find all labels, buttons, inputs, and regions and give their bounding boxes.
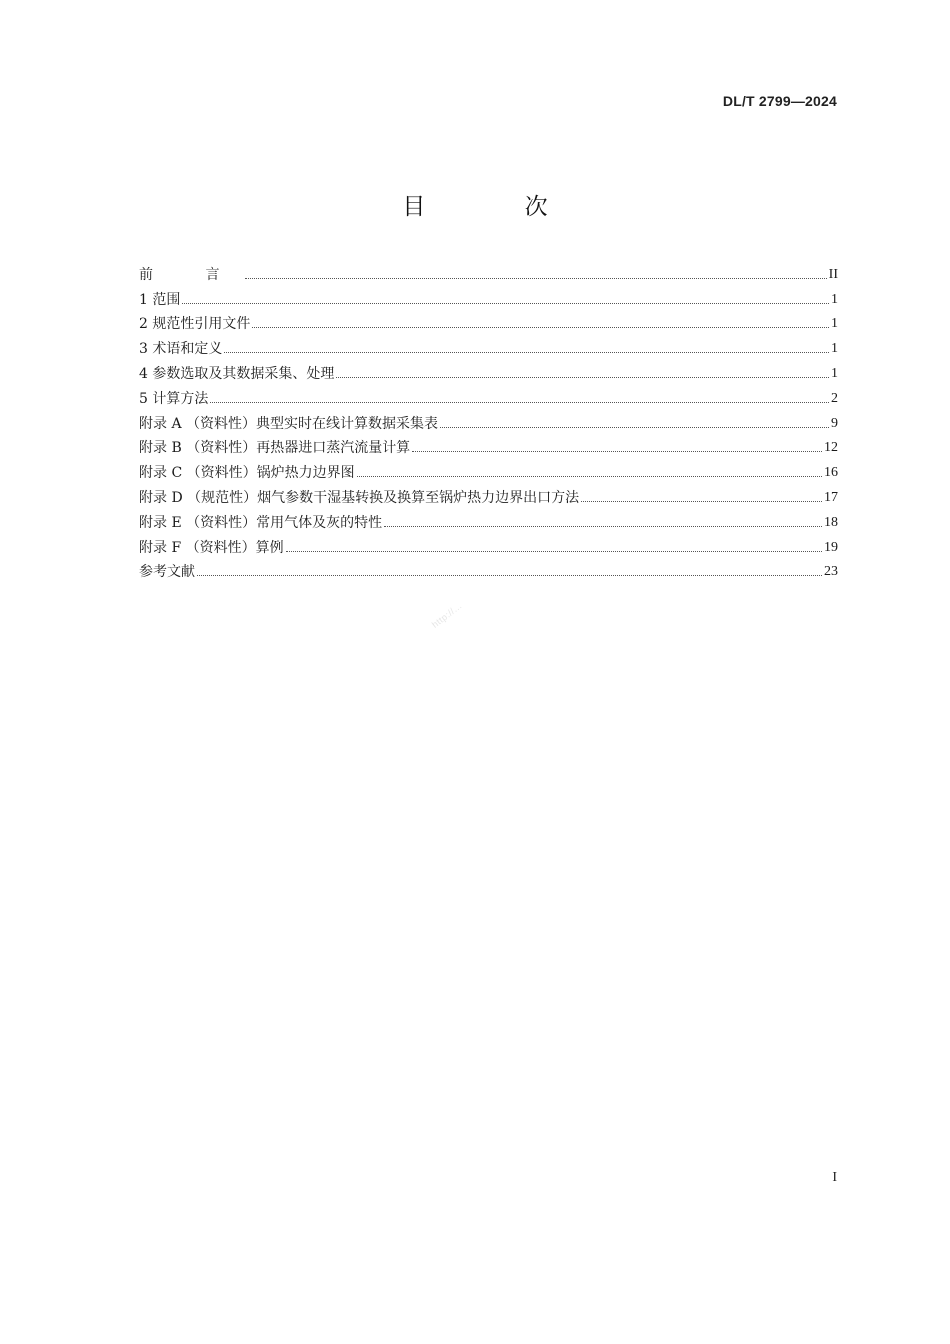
toc-entry-label: 附录 C （资料性）锅炉热力边界图 — [139, 465, 355, 482]
toc-leader-dots — [197, 575, 822, 576]
toc-entry-calculation[interactable] — [139, 382, 838, 407]
toc-leader-dots — [224, 352, 829, 353]
toc-entry-page: 18 — [824, 514, 838, 530]
toc-leader-dots — [286, 551, 822, 552]
toc-entry-page: 1 — [831, 365, 838, 381]
toc-entry-page: 17 — [824, 489, 838, 505]
toc-entry-label: 1 范围 — [139, 291, 181, 308]
toc-leader-dots — [336, 377, 829, 378]
toc-leader-dots — [252, 327, 829, 328]
toc-entry-appendix-a[interactable] — [139, 407, 838, 432]
toc-leader-dots — [245, 278, 826, 279]
toc-entry-label: 5 计算方法 — [139, 390, 209, 407]
toc-leader-dots — [182, 303, 829, 304]
toc-entry-page: 9 — [831, 415, 838, 431]
toc-entry-page: 1 — [831, 341, 838, 357]
toc-entry-page: 1 — [831, 316, 838, 332]
toc-entry-label: 附录 D （规范性）烟气参数干湿基转换及换算至锅炉热力边界出口方法 — [139, 489, 580, 506]
toc-entry-label: 前 言 — [139, 266, 244, 283]
toc-entry-parameters[interactable] — [139, 357, 838, 382]
standard-code: DL/T 2799—2024 — [722, 93, 837, 109]
toc-entry-appendix-e[interactable] — [139, 506, 838, 531]
toc-entry-label: 附录 A （资料性）典型实时在线计算数据采集表 — [139, 415, 439, 432]
toc-leader-dots — [384, 526, 822, 527]
toc-entry-appendix-b[interactable] — [139, 432, 838, 457]
page-number: I — [832, 1170, 837, 1185]
toc-entry-bibliography[interactable] — [139, 556, 838, 581]
toc-entry-appendix-f[interactable] — [139, 531, 838, 556]
toc-entry-label: 4 参数选取及其数据采集、处理 — [139, 365, 335, 382]
watermark: http://... — [430, 600, 464, 630]
toc-entry-page: 16 — [824, 465, 838, 481]
toc-entry-page: 19 — [824, 539, 838, 555]
toc-entry-appendix-d[interactable] — [139, 481, 838, 506]
toc-entry-page: 12 — [824, 440, 838, 456]
toc-entry-terms[interactable] — [139, 332, 838, 357]
toc-entry-page: II — [828, 266, 838, 282]
toc-entry-page: 23 — [824, 564, 838, 580]
toc-entry-label: 参考文献 — [139, 564, 195, 581]
toc-leader-dots — [581, 501, 822, 502]
toc-entry-normative-references[interactable] — [139, 308, 838, 333]
toc-entry-page: 2 — [831, 390, 838, 406]
toc-leader-dots — [210, 402, 829, 403]
page-title: 目 次 — [402, 194, 594, 220]
toc-entry-scope[interactable] — [139, 283, 838, 308]
toc-entry-page: 1 — [831, 291, 838, 307]
toc-entry-appendix-c[interactable] — [139, 456, 838, 481]
toc-entry-label: 附录 F （资料性）算例 — [139, 539, 284, 556]
toc-leader-dots — [440, 427, 829, 428]
toc-entry-preface[interactable] — [139, 258, 838, 283]
toc-entry-label: 附录 E （资料性）常用气体及灰的特性 — [139, 514, 383, 531]
toc-entry-label: 3 术语和定义 — [139, 341, 223, 358]
toc-entry-label: 2 规范性引用文件 — [139, 316, 251, 333]
toc-leader-dots — [357, 476, 822, 477]
toc-entry-label: 附录 B （资料性）再热器进口蒸汽流量计算 — [139, 440, 411, 457]
toc-leader-dots — [412, 451, 822, 452]
table-of-contents — [139, 258, 838, 580]
